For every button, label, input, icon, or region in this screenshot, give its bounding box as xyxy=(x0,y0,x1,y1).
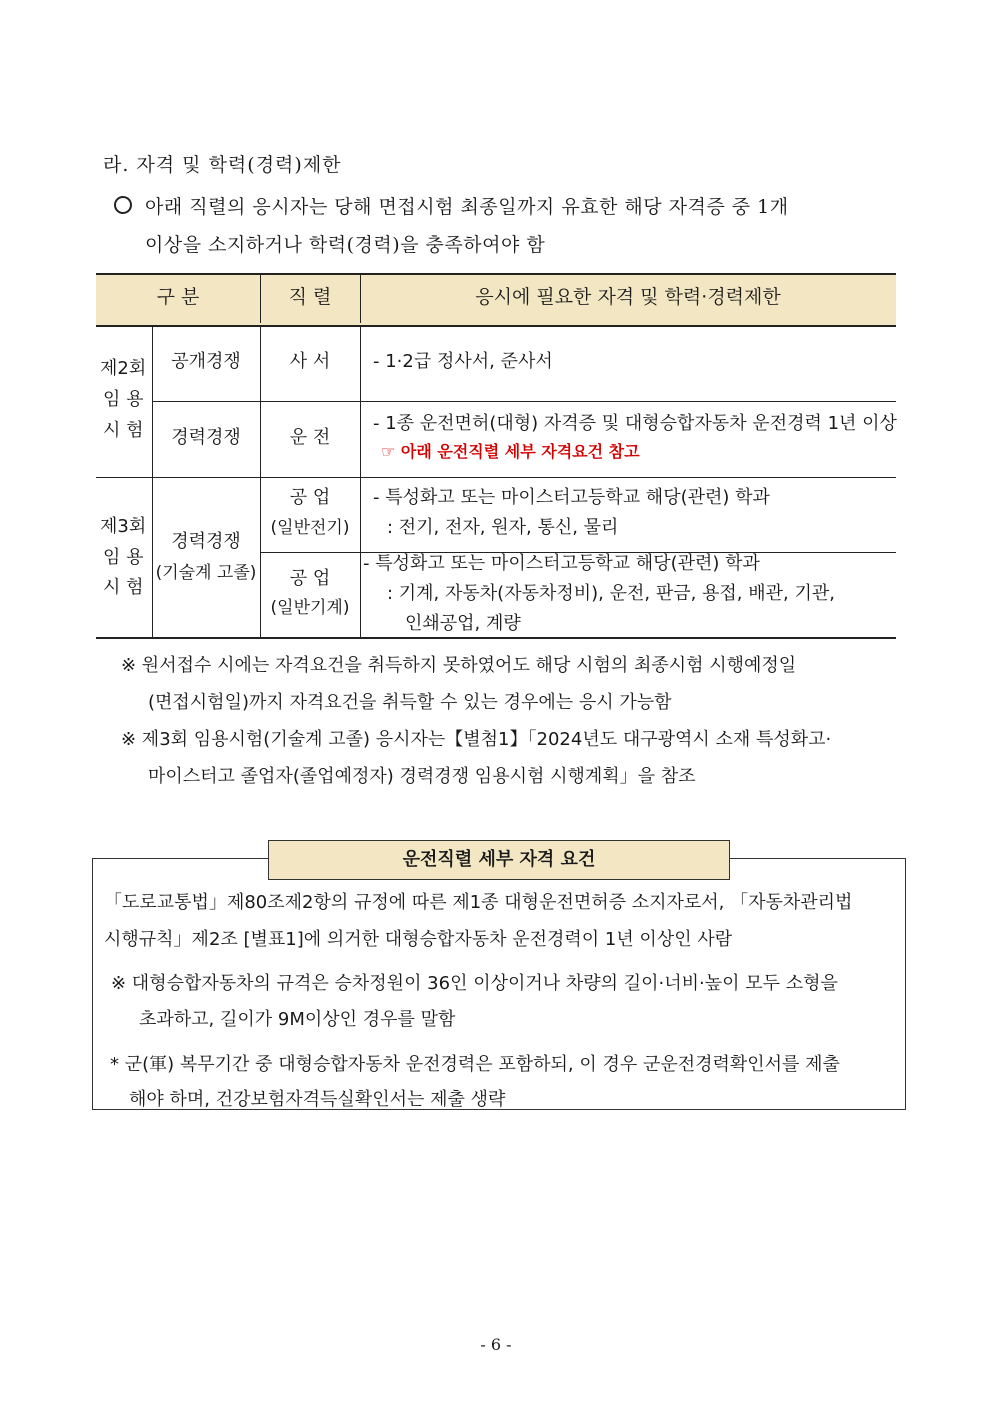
row-divider xyxy=(96,477,896,478)
page-number: - 6 - xyxy=(480,1335,512,1354)
driver-requirements-title: 운전직렬 세부 자격 요건 xyxy=(268,840,730,880)
box-paragraph2-line2: 초과하고, 길이가 9M이상인 경우를 말함 xyxy=(139,1009,456,1030)
box-paragraph2-line1: ※ 대형승합자동차의 규격은 승차정원이 36인 이상이거나 차량의 길이·너비·높이 모두 소형을 xyxy=(111,973,838,994)
exam3-row1-fields: : 전기, 전자, 원자, 통신, 물리 xyxy=(387,517,619,538)
note1-line2: (면접시험일)까지 자격요건을 취득할 수 있는 경우에는 응시 가능함 xyxy=(148,692,672,713)
box-paragraph3-line1: * 군(軍) 복무기간 중 대형승합자동차 운전경력은 포함하되, 이 경우 군운전경력확인서를 제출 xyxy=(110,1054,840,1075)
column-divider xyxy=(360,325,361,638)
header-category: 구 분 xyxy=(156,286,200,308)
header-requirements: 응시에 필요한 자격 및 학력·경력제한 xyxy=(475,286,781,308)
note2-line1: ※ 제3회 임용시험(기술계 고졸) 응시자는【별첨1】「2024년도 대구광역시 소재 특성화고· xyxy=(121,729,832,750)
exam2-row2-requirement: - 1종 운전면허(대형) 자격증 및 대형승합자동차 운전경력 1년 이상 xyxy=(373,413,897,434)
exam3-row2-requirement: - 특성화고 또는 마이스터고등학교 해당(관련) 학과 xyxy=(363,553,760,574)
exam3-row2-job-line2: (일반기계) xyxy=(270,598,350,618)
exam3-row1-requirement: - 특성화고 또는 마이스터고등학교 해당(관련) 학과 xyxy=(373,487,770,508)
circle-bullet-icon xyxy=(114,196,132,214)
box-paragraph3-line2: 해야 하며, 건강보험자격득실확인서는 제출 생략 xyxy=(129,1089,506,1110)
exam3-type-line2: (기술계 고졸) xyxy=(155,563,257,583)
bullet-text-line2: 이상을 소지하거나 학력(경력)을 충족하여야 함 xyxy=(145,234,546,256)
row-divider xyxy=(152,401,896,402)
exam2-row1-job: 사 서 xyxy=(289,351,331,372)
exam3-label-line2: 임 용 xyxy=(103,547,144,568)
box-paragraph1-line1: 「도로교통법」제80조제2항의 규정에 따른 제1종 대형운전면허증 소지자로서, 「자동차관리법 xyxy=(104,892,853,913)
box-paragraph1-line2: 시행규칙」제2조 [별표1]에 의거한 대형승합자동차 운전경력이 1년 이상인 사람 xyxy=(104,929,733,950)
section-title: 라. 자격 및 학력(경력)제한 xyxy=(103,154,342,176)
note2-line2: 마이스터고 졸업자(졸업예정자) 경력경쟁 임용시험 시행계획」을 참조 xyxy=(148,766,696,787)
exam3-row2-fields-line1: : 기계, 자동차(자동차정비), 운전, 판금, 용접, 배관, 기관, xyxy=(387,583,835,604)
exam2-row2-reference: ☞ 아래 운전직렬 세부 자격요건 참고 xyxy=(381,442,640,461)
exam3-row2-fields-line2: 인쇄공업, 계량 xyxy=(405,613,521,634)
header-divider xyxy=(360,275,361,323)
exam3-label-line3: 시 험 xyxy=(103,577,144,598)
header-job: 직 렬 xyxy=(288,286,332,308)
exam3-type-line1: 경력경쟁 xyxy=(171,531,241,552)
exam2-row2-job: 운 전 xyxy=(289,427,331,448)
exam3-row1-job-line1: 공 업 xyxy=(289,487,331,508)
exam3-label-line1: 제3회 xyxy=(100,516,147,537)
exam2-label-line3: 시 험 xyxy=(103,420,144,441)
exam2-row1-requirement: - 1·2급 정사서, 준사서 xyxy=(373,351,553,372)
exam2-row2-type: 경력경쟁 xyxy=(171,427,241,448)
bullet-text-line1: 아래 직렬의 응시자는 당해 면접시험 최종일까지 유효한 해당 자격증 중 1개 xyxy=(145,196,789,218)
exam3-row2-job-line1: 공 업 xyxy=(289,568,331,589)
exam2-label-line1: 제2회 xyxy=(100,358,147,379)
header-divider xyxy=(260,275,261,323)
exam2-row1-type: 공개경쟁 xyxy=(171,351,241,372)
exam3-row1-job-line2: (일반전기) xyxy=(270,518,350,538)
exam2-label-line2: 임 용 xyxy=(103,389,144,410)
note1-line1: ※ 원서접수 시에는 자격요건을 취득하지 못하였어도 해당 시험의 최종시험 시행예정일 xyxy=(121,655,797,676)
